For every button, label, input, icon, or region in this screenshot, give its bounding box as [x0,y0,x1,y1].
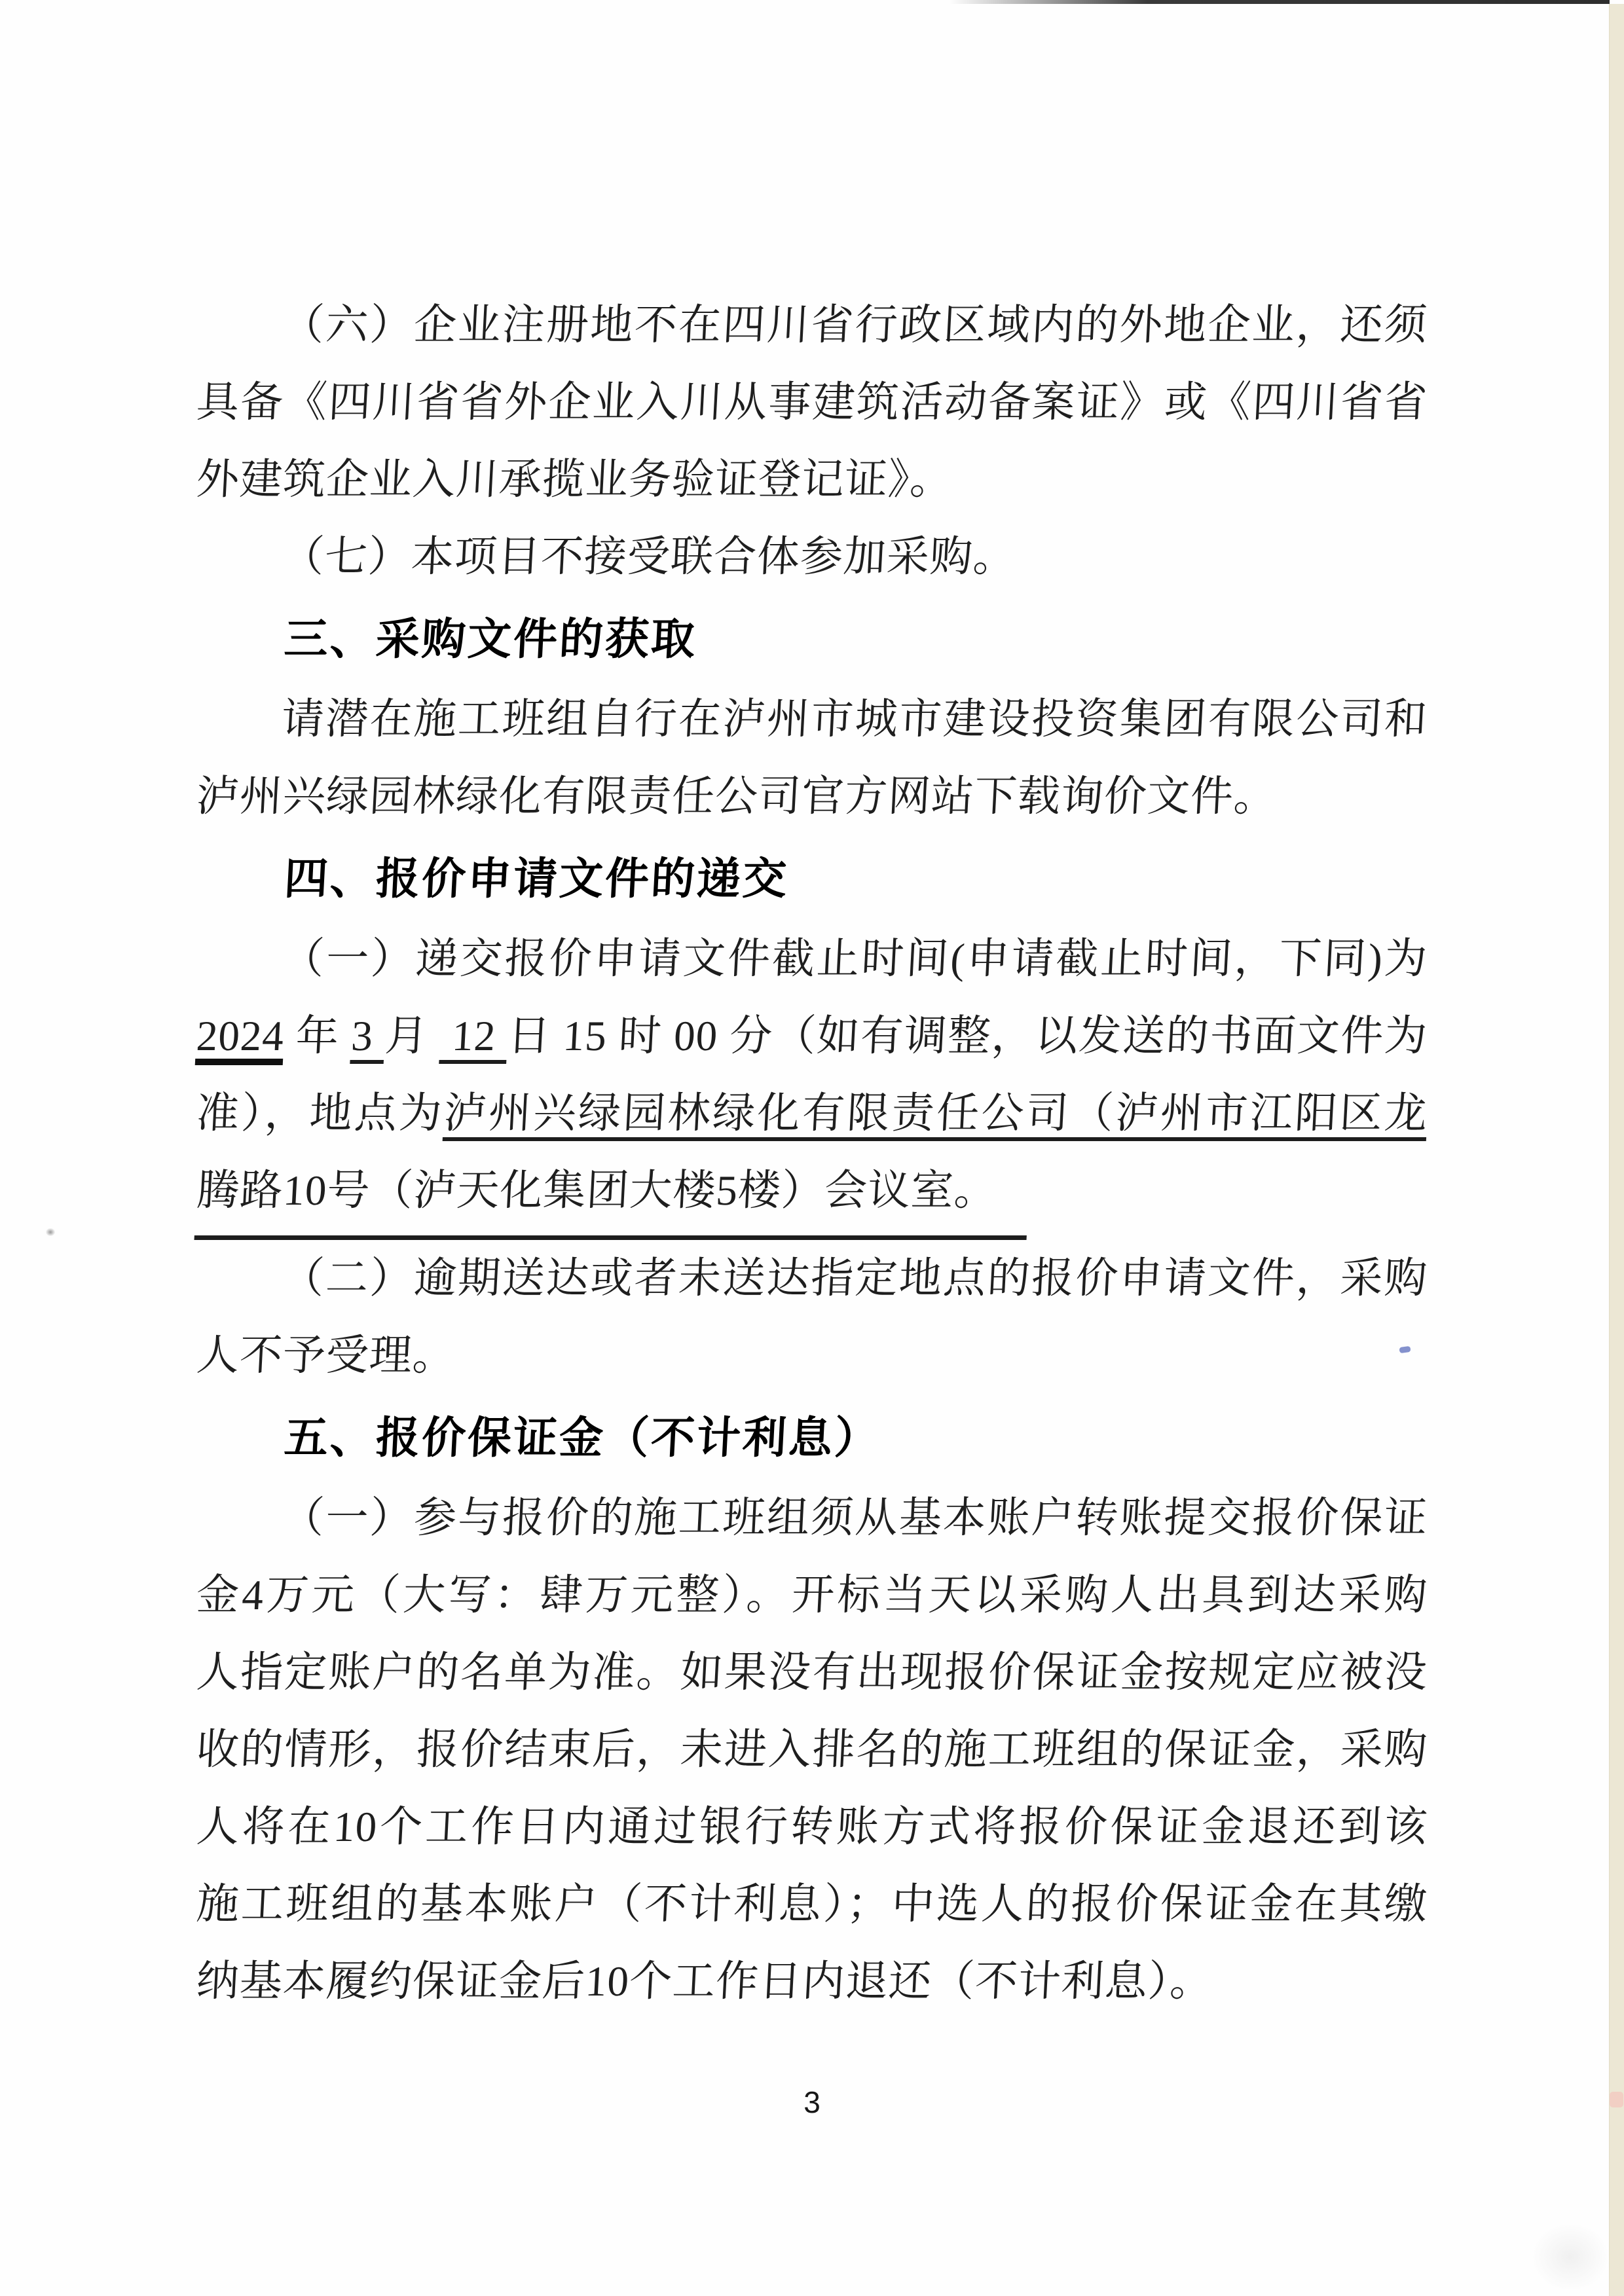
heading-text: 五、报价保证金（不计利息） [283,1413,881,1463]
section-5-item-1-line-1 [194,1480,1430,1557]
text-segment: 泸州兴绿园林绿化有限责任公司官方网站下载询价文件。 [195,773,1278,820]
item-6-line-2 [194,364,1430,441]
item-7-line [194,519,1430,596]
location-underlined-text: 泸州兴绿园林绿化有限责任公司（泸州市江阳区龙 [442,1090,1429,1137]
deadline-month-value: 3 [350,1013,386,1060]
section-5-item-1-line-6 [194,1866,1430,1943]
text-segment: 人不予受理。 [195,1332,457,1379]
text-segment: 具备《四川省省外企业入川从事建筑活动备案证》或《四川省省 [195,379,1429,426]
page-number: 3 [803,2085,821,2119]
document-body [196,287,1428,2020]
section-4-item-1-line-1 [194,920,1430,998]
section-3-para-line-1 [194,681,1430,758]
section-4-heading [194,841,1430,918]
text-segment: 人指定账户的名单为准。如果没有出现报价保证金按规定应被没 [195,1649,1429,1696]
text-segment: 金4万元（大写：肆万元整）。开标当天以采购人出具到达采购 [195,1572,1429,1619]
text-segment: 施工班组的基本账户（不计利息）；中选人的报价保证金在其缴 [195,1881,1429,1928]
text-segment: 年 [283,1013,353,1060]
heading-text: 四、报价申请文件的递交 [283,854,790,903]
text-segment: 请潜在施工班组自行在泸州市城市建设投资集团有限公司和 [280,696,1429,743]
text-segment: （一）参与报价的施工班组须从基本账户转账提交报价保证 [280,1495,1429,1542]
section-5-heading [194,1400,1430,1477]
section-5-item-1-line-7 [194,1943,1430,2020]
text-segment: 收的情形，报价结束后，未进入排名的施工班组的保证金，采购 [195,1726,1429,1774]
scan-artifact-gray-dot [46,1228,55,1236]
section-5-item-1-line-3 [194,1634,1430,1711]
text-segment: （二）逾期送达或者未送达指定地点的报价申请文件，采购 [280,1255,1429,1302]
location-line-1 [194,1075,1430,1152]
item-6-line-3 [194,441,1430,519]
deadline-line [194,998,1430,1075]
heading-text: 三、采购文件的获取 [283,615,698,664]
text-segment: 纳基本履约保证金后10个工作日内退还（不计利息）。 [195,1958,1215,2005]
location-underlined-text: 腾路10号（泸天化集团大楼5楼）会议室。 [194,1152,1031,1240]
scan-artifact-top-edge [950,0,1610,4]
deadline-year-value: 2024 [195,1013,286,1060]
text-segment: 日 15 时 00 分（如有调整，以发送的书面文件为 [506,1013,1429,1060]
text-segment: 准），地点为 [195,1090,445,1137]
item-6-line-1 [194,287,1430,364]
section-5-item-1-line-4 [194,1711,1430,1789]
scan-artifact-right-edge-strip [1609,4,1624,2296]
text-segment: （六）企业注册地不在四川省行政区域内的外地企业，还须 [280,302,1429,349]
section-3-heading [194,601,1430,678]
text-segment: 月 [383,1013,442,1060]
deadline-day-value: 12 [439,1013,509,1060]
text-segment: （一）递交报价申请文件截止时间(申请截止时间，下同)为 [280,936,1429,983]
section-4-item-2-line-2 [194,1317,1430,1394]
section-5-item-1-line-5 [194,1789,1430,1866]
text-segment: 外建筑企业入川承揽业务验证登记证》。 [195,456,955,503]
text-segment: （七）本项目不接受联合体参加采购。 [280,534,1018,581]
text-segment: 人将在10个工作日内通过银行转账方式将报价保证金退还到该 [195,1804,1429,1851]
section-3-para-line-2 [194,758,1430,835]
location-line-2 [194,1152,1430,1240]
section-5-item-1-line-2 [194,1557,1430,1634]
scan-artifact-corner-smudge [1531,2223,1610,2291]
section-4-item-2-line-1 [194,1240,1430,1317]
